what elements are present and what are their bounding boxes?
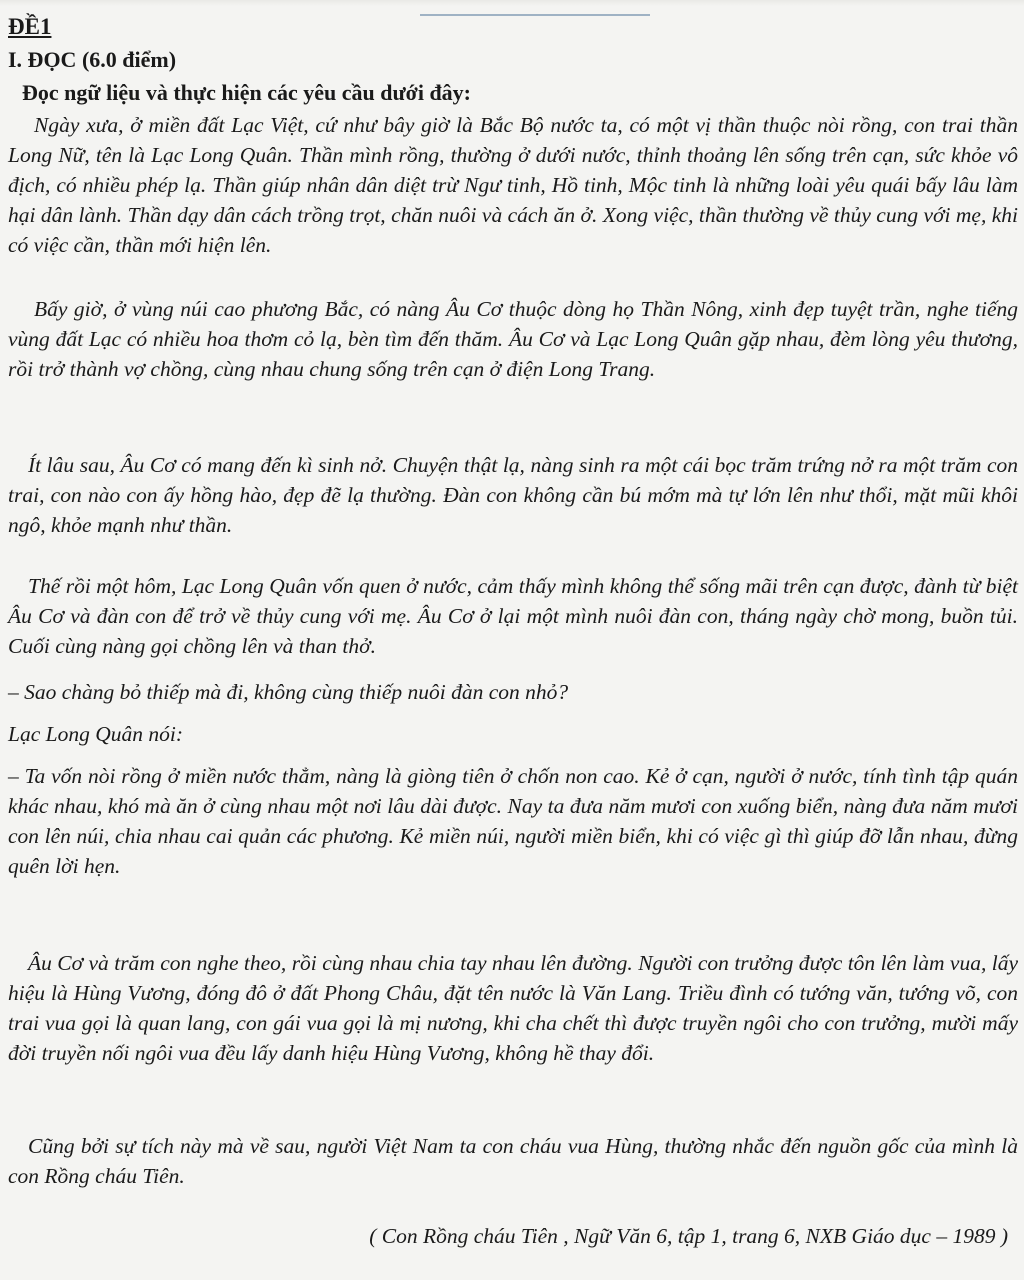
instruction-text: Đọc ngữ liệu và thực hiện các yêu cầu dưới đây: bbox=[22, 80, 472, 105]
exam-title: ĐỀ1 bbox=[8, 14, 52, 39]
passage-dialogue-lac-long-quan: – Ta vốn nòi rồng ở miền nước thẳm, nàng là giòng tiên ở chốn non cao. Kẻ ở cạn, người ở nước, tính tình tập quán khác nhau, khó mà ăn ở cùng nhau một nơi lâu dài được. Nay ta đưa năm mươi con xuống biển, nàng đưa năm mươi con lên núi, chia nhau cai quản các phương. Kẻ miền núi, người miền biển, khi có việc gì thì giúp đỡ lẫn nhau, đừng quên lời hẹn. bbox=[8, 764, 1018, 878]
passage-paragraph-2: Bấy giờ, ở vùng núi cao phương Bắc, có nàng Âu Cơ thuộc dòng họ Thần Nông, xinh đẹp tuyệt trần, nghe tiếng vùng đất Lạc có nhiều hoa thơm cỏ lạ, bèn tìm đến thăm. Âu Cơ và Lạc Long Quân gặp nhau, đèm lòng yêu thương, rồi trở thành vợ chồng, cùng nhau chung sống trên cạn ở điện Long Trang. bbox=[8, 297, 1018, 381]
source-citation: ( Con Rồng cháu Tiên , Ngữ Văn 6, tập 1, trang 6, NXB Giáo dục – 1989 ) bbox=[369, 1224, 1008, 1248]
passage-speaker-line: Lạc Long Quân nói: bbox=[8, 722, 183, 746]
passage-paragraph-8: Âu Cơ và trăm con nghe theo, rồi cùng nhau chia tay nhau lên đường. Người con trưởng được tôn lên làm vua, lấy hiệu là Hùng Vương, đóng đô ở đất Phong Châu, đặt tên nước là Văn Lang. Triều đình có tướng văn, tướng võ, con trai vua gọi là quan lang, con gái vua gọi là mị nương, khi cha chết thì được truyền ngôi cho con trưởng, mười mấy đời truyền nối ngôi vua đều lấy danh hiệu Hùng Vương, không hề thay đổi. bbox=[8, 951, 1018, 1065]
passage-dialogue-au-co: – Sao chàng bỏ thiếp mà đi, không cùng thiếp nuôi đàn con nhỏ? bbox=[8, 680, 569, 704]
passage-paragraph-9: Cũng bởi sự tích này mà về sau, người Việt Nam ta con cháu vua Hùng, thường nhắc đến nguồn gốc của mình là con Rồng cháu Tiên. bbox=[8, 1134, 1018, 1188]
passage-paragraph-1: Ngày xưa, ở miền đất Lạc Việt, cứ như bây giờ là Bắc Bộ nước ta, có một vị thần thuộc nòi rồng, con trai thần Long Nữ, tên là Lạc Long Quân. Thần mình rồng, thường ở dưới nước, thỉnh thoảng lên sống trên cạn, sức khỏe vô địch, có nhiều phép lạ. Thần giúp nhân dân diệt trừ Ngư tinh, Hồ tinh, Mộc tinh là những loài yêu quái bấy lâu làm hại dân lành. Thần dạy dân cách trồng trọt, chăn nuôi và cách ăn ở. Xong việc, thần thường về thủy cung với mẹ, khi có việc cần, thần mới hiện lên. bbox=[8, 113, 1018, 257]
passage-paragraph-3: Ít lâu sau, Âu Cơ có mang đến kì sinh nở. Chuyện thật lạ, nàng sinh ra một cái bọc trăm trứng nở ra một trăm con trai, con nào con ấy hồng hào, đẹp đẽ lạ thường. Đàn con không cần bú mớm mà tự lớn lên như thổi, mặt mũi khôi ngô, khỏe mạnh như thần. bbox=[8, 453, 1018, 537]
section-heading: I. ĐỌC (6.0 điểm) bbox=[8, 47, 177, 72]
passage-paragraph-4: Thế rồi một hôm, Lạc Long Quân vốn quen ở nước, cảm thấy mình không thể sống mãi trên cạn được, đành từ biệt Âu Cơ và đàn con để trở về thủy cung với mẹ. Âu Cơ ở lại một mình nuôi đàn con, tháng ngày chờ mong, buồn tủi. Cuối cùng nàng gọi chồng lên và than thở. bbox=[8, 574, 1018, 658]
top-decorative-rule bbox=[420, 14, 650, 16]
top-edge-strip bbox=[0, 0, 1024, 6]
